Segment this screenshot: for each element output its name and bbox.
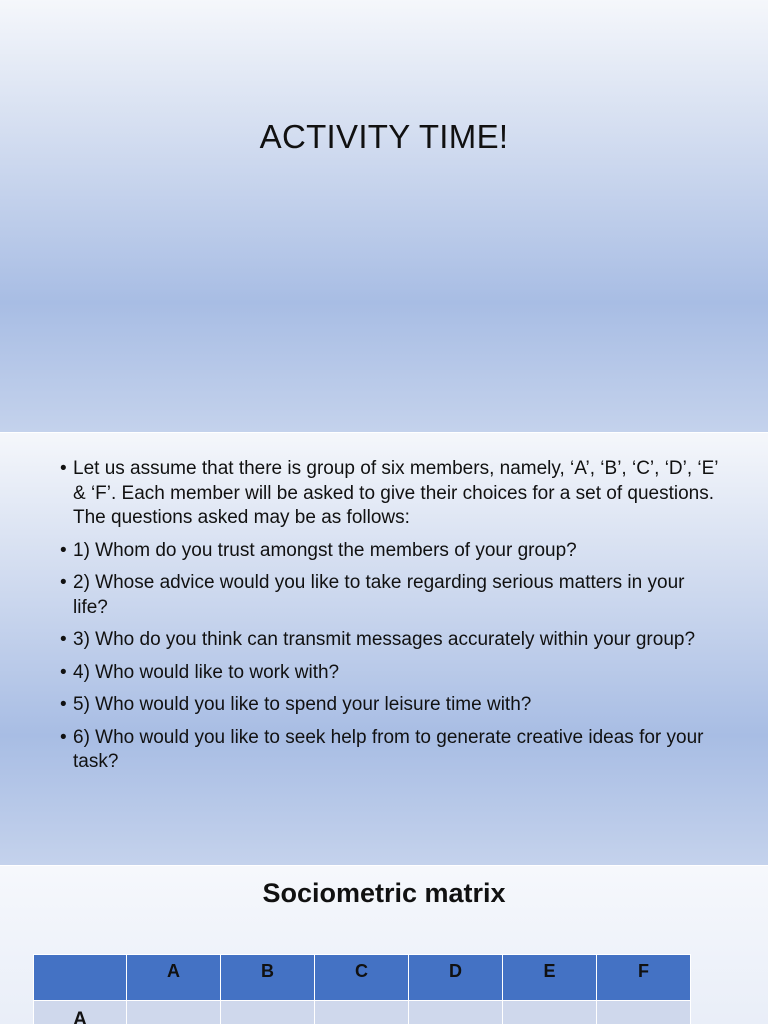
- bullet-dot-icon: •: [60, 661, 67, 683]
- slide-sociometric-matrix: [0, 866, 768, 1024]
- bullet-text: 5) Who would you like to spend your leisure time with?: [73, 694, 532, 715]
- row-header: A: [34, 1001, 127, 1024]
- bullet-dot-icon: •: [60, 726, 67, 748]
- bullet-dot-icon: •: [60, 539, 67, 561]
- bullet-item: [60, 693, 720, 718]
- table-cell: [315, 1001, 409, 1024]
- column-header: D: [409, 955, 503, 1001]
- bullet-item: [60, 661, 720, 686]
- bullet-text: 2) Whose advice would you like to take regarding serious matters in your life?: [73, 572, 685, 618]
- table-cell: [597, 1001, 691, 1024]
- table-header-row: [34, 955, 691, 1001]
- slide-questions: [0, 433, 768, 865]
- bullet-item: [60, 628, 720, 653]
- column-header: E: [503, 955, 597, 1001]
- table-cell: [409, 1001, 503, 1024]
- column-header: B: [221, 955, 315, 1001]
- bullet-text: Let us assume that there is group of six members, namely, ‘A’, ‘B’, ‘C’, ‘D’, ‘E’ & ‘F’. Each member will be asked to give their choices for a set of questions. The questions asked may be as follows:: [73, 458, 718, 528]
- table-cell: [221, 1001, 315, 1024]
- bullet-dot-icon: •: [60, 572, 67, 593]
- bullet-dot-icon: •: [60, 629, 67, 650]
- slide-activity-time: [0, 0, 768, 432]
- slide-title: Sociometric matrix: [262, 878, 506, 908]
- bullet-list: [60, 457, 720, 783]
- slide-title: ACTIVITY TIME!: [259, 118, 509, 155]
- bullet-text: 3) Who do you think can transmit messages accurately within your group?: [73, 629, 696, 650]
- column-header: F: [597, 955, 691, 1001]
- bullet-item: [60, 539, 720, 564]
- column-header: A: [127, 955, 221, 1001]
- bullet-item: [60, 726, 720, 775]
- sociometric-table: [33, 954, 691, 1024]
- table-cell: [503, 1001, 597, 1024]
- bullet-dot-icon: •: [60, 694, 67, 715]
- bullet-text: 1) Whom do you trust amongst the members of your group?: [73, 539, 577, 561]
- bullet-text: 6) Who would you like to seek help from to generate creative ideas for your task?: [73, 726, 704, 772]
- table-cell: [127, 1001, 221, 1024]
- column-header: C: [315, 955, 409, 1001]
- bullet-text: 4) Who would like to work with?: [73, 661, 340, 683]
- table-row: [34, 1001, 691, 1024]
- table-corner-cell: [34, 955, 127, 1001]
- bullet-item: [60, 457, 720, 531]
- bullet-dot-icon: •: [60, 458, 67, 479]
- bullet-item: [60, 571, 720, 620]
